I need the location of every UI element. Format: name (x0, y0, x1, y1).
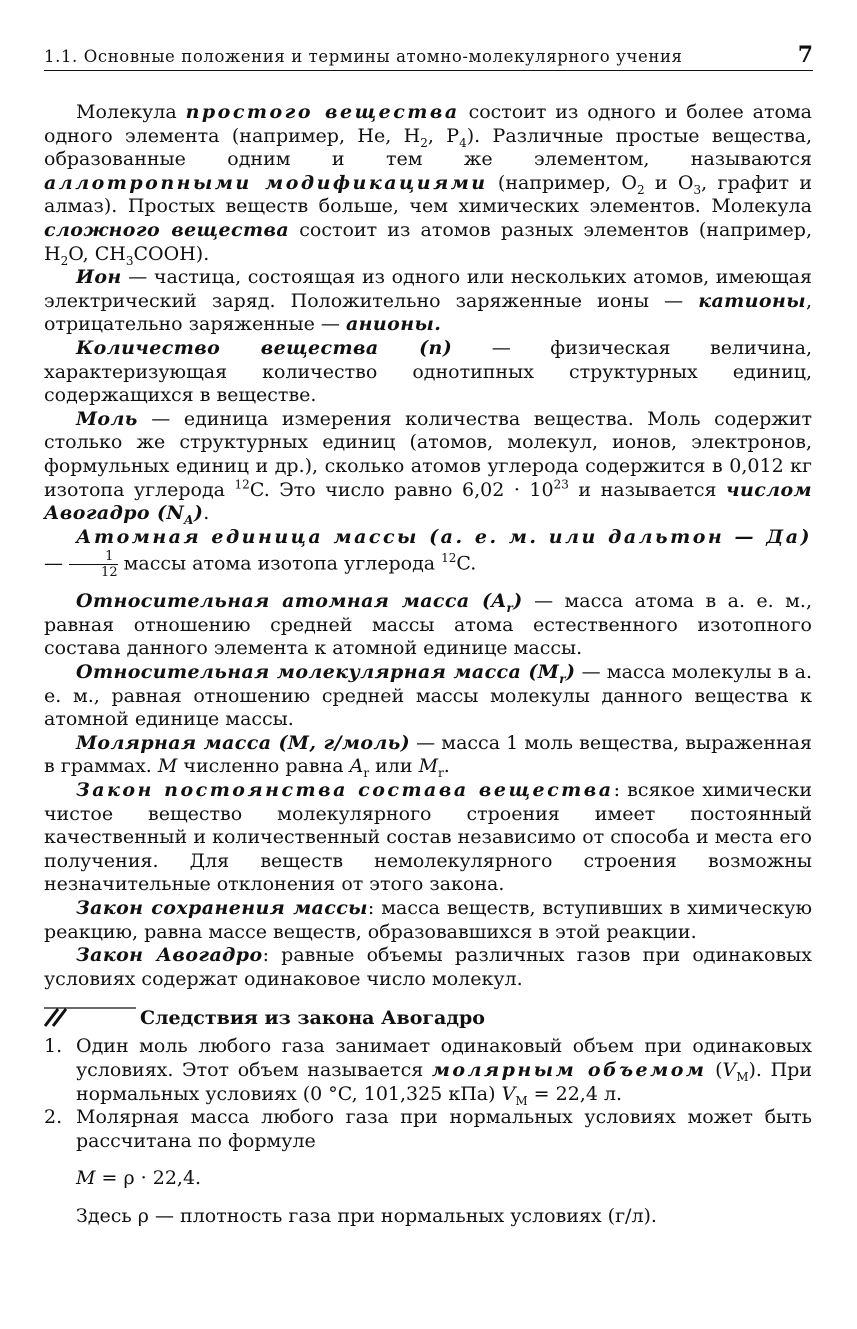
term-simple-substance: простого вещества (185, 101, 460, 123)
paragraph-law-conservation-mass (44, 897, 812, 944)
paragraph-avogadro-law (44, 944, 812, 991)
term-complex-substance: сложного вещества (44, 218, 290, 241)
paragraph-density-note: Здесь ρ — плотность газа при нормальных условиях (г/л). (76, 1204, 657, 1227)
subscript: r (506, 601, 514, 616)
subscript: 2 (420, 135, 428, 150)
text: Один моль любого газа занимает одинаковый объем при одинаковых условиях. Этот объем называется (76, 1035, 812, 1081)
text: . (443, 755, 450, 778)
text: — масса 1 моль вещества, выраженная в граммах. (44, 731, 812, 778)
paragraph-relative-molecular-mass (44, 661, 812, 732)
term-avogadro-law: Закон Авогадро (76, 944, 263, 967)
text: ). Различные простые вещества, образованные одним и тем же элементом, называются (44, 124, 812, 171)
list-item-text (76, 1035, 812, 1106)
paragraph-law-constant-composition (44, 779, 812, 897)
list-item-text (76, 1106, 812, 1153)
term-molar-volume: молярным объемом (431, 1058, 707, 1081)
text: ) (193, 502, 204, 525)
subscript: 2 (636, 182, 645, 197)
term-mole: Моль (76, 407, 138, 430)
text: — масса атома в а. е. м., равная отношению средней массы атома естественного изотопного состава данного элемента к атомной единице массы. (44, 590, 813, 660)
subscript: M (736, 1069, 749, 1084)
text: Молекула (76, 101, 186, 123)
text: , P (427, 124, 460, 147)
text: ( (706, 1058, 723, 1081)
text: состоит из атомов разных элементов (например, H (44, 218, 812, 265)
text: : масса веществ, вступивших в химическую реакцию, равна массе веществ, образовавшихся в этой реакции. (44, 897, 812, 943)
superscript: 12 (441, 551, 457, 566)
text: или (369, 755, 419, 778)
math-symbol: V (722, 1058, 737, 1081)
text: COOH). (133, 242, 210, 265)
text: Относительная атомная масса (A (76, 590, 507, 613)
text: O, CH (68, 242, 126, 265)
subscript: A (184, 512, 194, 527)
text: ) (565, 661, 576, 684)
section-heading (44, 1005, 812, 1035)
term-law-constant-composition: Закон постоянства состава вещества (76, 779, 614, 802)
subscript: 3 (693, 182, 702, 197)
text: — частица, состоящая из одного или нескольких атомов, имеющая электрический заряд. Положительно заряженные ионы — (44, 266, 812, 312)
page-body (44, 101, 812, 1229)
text: — масса молекулы в а. е. м., равная отношению средней массы молекулы данного вещества к атомной единице массы. (44, 661, 812, 731)
text: и называется (568, 478, 726, 501)
text: Относительная молекулярная масса (M (76, 661, 560, 684)
paragraph-amount-of-substance (44, 337, 812, 408)
text: Молярная масса любого газа при нормальных условиях может быть рассчитана по формуле (76, 1106, 812, 1152)
term-ion: Ион (76, 266, 122, 289)
text: — единица измерения количества вещества. Моль содержит столько же структурных единиц (атомов, молекул, ионов, электронов, формульных единиц и др.), сколько атомов углерода содержится в 0,012 кг изотопа углерода (44, 407, 812, 501)
formula-molar-mass (44, 1167, 812, 1191)
text: , отрицательно заряженные — (44, 289, 812, 336)
fraction-one-twelfth (69, 549, 118, 580)
text: ). При нормальных условиях (0 °C, 101,325 кПа) (76, 1058, 812, 1105)
subscript: M (515, 1093, 528, 1108)
term-anions: анионы. (345, 313, 442, 336)
term-molar-mass: Молярная масса (M, г/моль) (76, 731, 411, 754)
list-number: 2. (44, 1106, 63, 1129)
text: . (203, 502, 210, 525)
text: числом Авогадро (N (44, 478, 813, 525)
header-title: 1.1. Основные положения и термины атомно-молекулярного учения (44, 47, 683, 66)
paragraph-mole (44, 408, 812, 526)
subscript: r (438, 766, 444, 781)
subscript: 3 (125, 253, 134, 268)
text: = ρ · 22,4. (95, 1167, 202, 1190)
term-cations: катионы (698, 289, 806, 312)
section-title: Следствия из закона Авогадро (140, 1007, 485, 1030)
text: : всякое химически чистое вещество молекулярного строения имеет постоянный качественный и количественный состав независимо от способа и места его получения. Для веществ немолекулярного строения возможны незначительные отклонения от этого закона. (44, 779, 812, 896)
math-symbol: M (76, 1167, 96, 1190)
text: = 22,4 л. (527, 1082, 623, 1105)
page-number: 7 (797, 42, 813, 68)
list-number: 1. (44, 1035, 63, 1058)
paragraph-ion (44, 266, 812, 337)
subscript: 2 (60, 253, 69, 268)
fraction-denominator: 12 (101, 565, 118, 581)
text: , графит и алмаз). Простых веществ больше, чем химических элементов. Молекула (44, 171, 812, 218)
term-law-conservation-mass: Закон сохранения массы (76, 897, 368, 919)
running-header (44, 44, 813, 71)
section-marker-icon (44, 1006, 136, 1028)
math-symbol: M (418, 755, 439, 778)
paragraph-molar-mass (44, 732, 812, 779)
text: — (44, 552, 70, 575)
math-symbol: M (157, 755, 178, 778)
text: ) (513, 590, 523, 613)
term-atomic-mass-unit: Атомная единица массы (а. е. м. или дальтон — Да) (76, 525, 812, 548)
paragraph-simple-substance (44, 101, 812, 266)
superscript: 23 (553, 477, 569, 492)
paragraph-atomic-mass-unit (44, 526, 812, 581)
text: — физическая величина, характеризующая количество однотипных структурных единиц, содержащихся в веществе. (44, 336, 812, 407)
text: : равные объемы различных газов при одинаковых условиях содержат одинаковое число молекул. (44, 944, 813, 990)
paragraph-relative-atomic-mass (44, 590, 812, 661)
term-amount-of-substance: Количество вещества (n) (76, 336, 453, 359)
text: состоит из одного и более атома одного элемента (например, He, H (44, 101, 813, 147)
text: и O (644, 171, 694, 194)
subscript: r (363, 766, 370, 781)
text: C. Это число равно 6,02 · 10 (249, 478, 554, 501)
math-symbol: A (349, 755, 364, 778)
subscript: 4 (459, 135, 467, 150)
text: численно равна (177, 755, 350, 778)
text: C. (456, 552, 477, 575)
math-symbol: V (501, 1082, 516, 1105)
fraction-numerator: 1 (69, 549, 118, 565)
term-allotropic: аллотропными модификациями (44, 171, 488, 194)
list-item (44, 1035, 812, 1106)
term-relative-molecular-mass (76, 661, 576, 686)
term-relative-atomic-mass (76, 590, 523, 616)
superscript: 12 (234, 477, 250, 492)
subscript: r (559, 671, 566, 686)
text: (например, O (487, 171, 637, 194)
text: массы атома изотопа углерода (123, 552, 442, 575)
list-item (44, 1106, 812, 1153)
